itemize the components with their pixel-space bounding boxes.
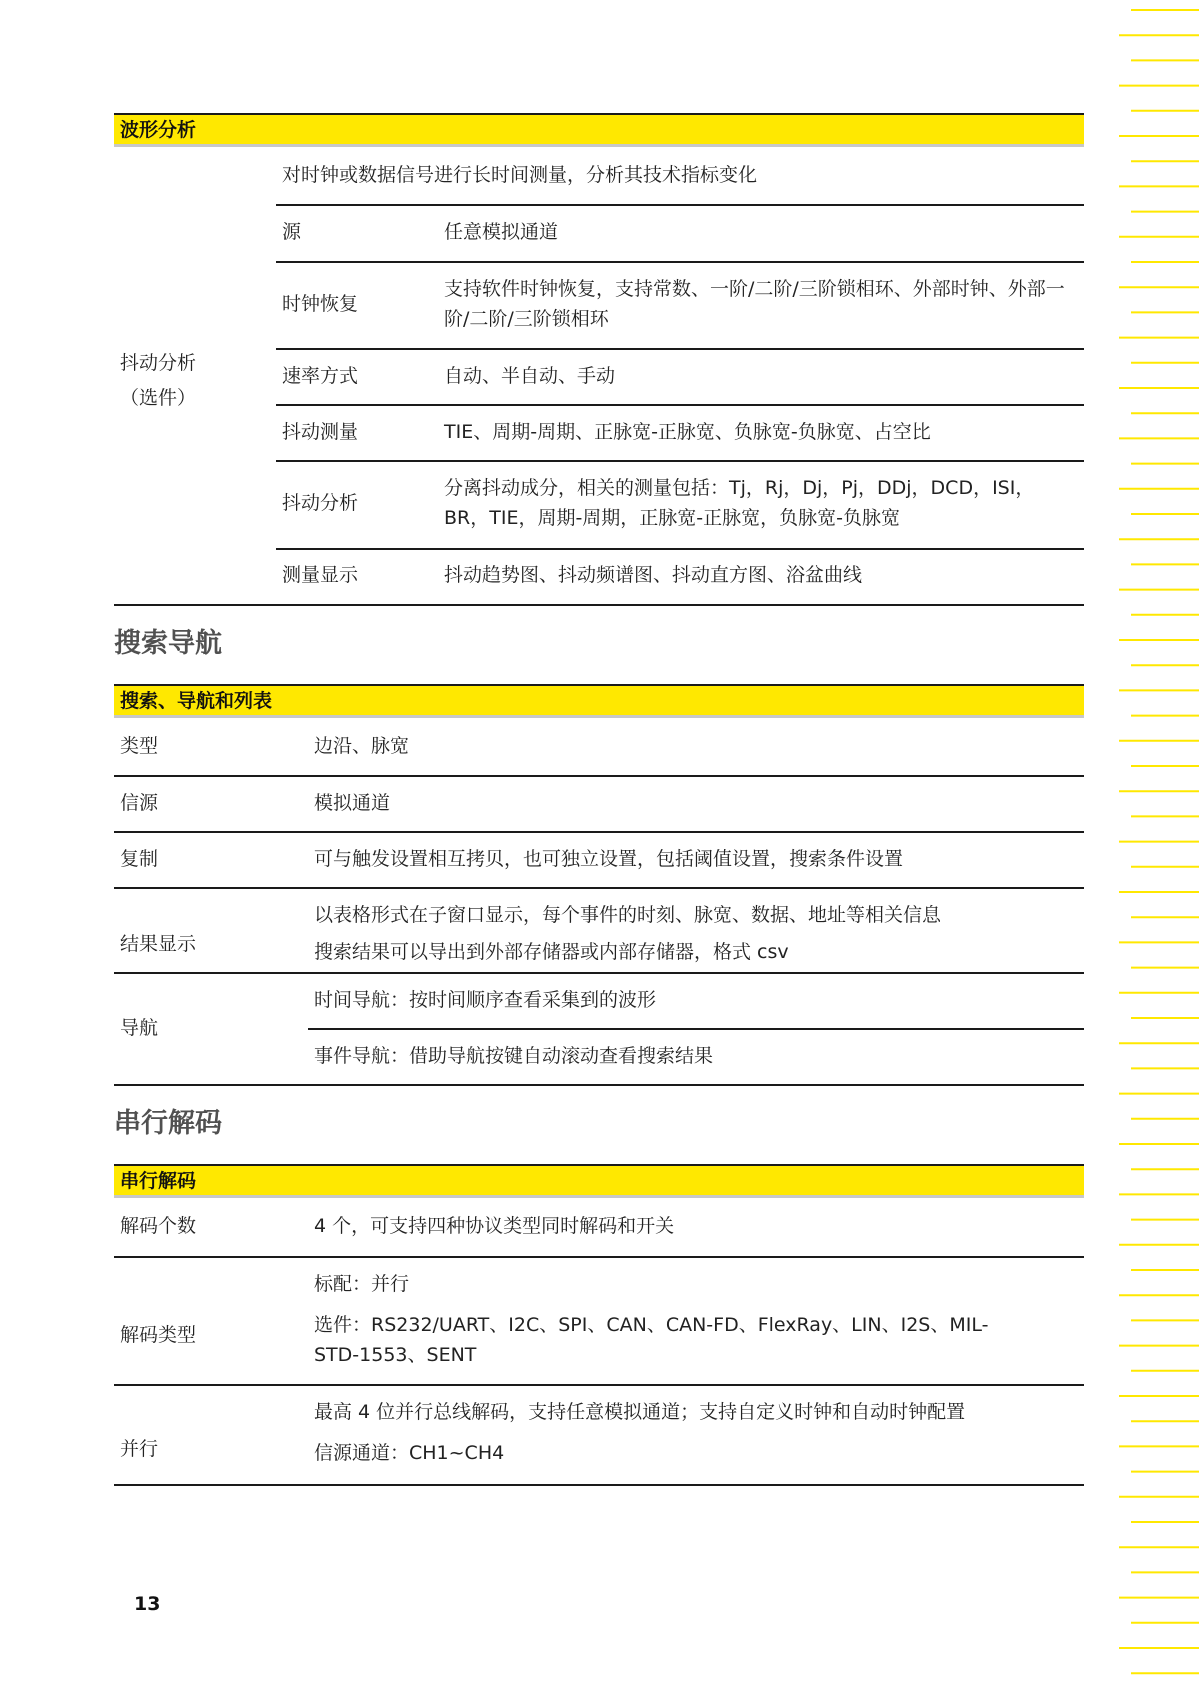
row-value: 分离抖动成分，相关的测量包括：Tj，Rj，Dj，Pj，DDj，DCD，ISI，BR，TIE，周期-周期，正脉宽-正脉宽，负脉宽-负脉宽 <box>444 477 1035 529</box>
waveform-intro-text: 对时钟或数据信号进行长时间测量，分析其技术指标变化 <box>282 164 758 186</box>
decode-section-heading: 串行解码 <box>114 1108 222 1139</box>
side-stripe-decoration <box>1099 0 1199 1696</box>
waveform-band-header: 波形分析 <box>114 113 1084 147</box>
row-label: 复制 <box>120 848 159 870</box>
row-value-line: 搜索结果可以导出到外部存储器或内部存储器，格式 csv <box>314 941 789 963</box>
jitter-group-label: 抖动分析 <box>120 352 197 374</box>
search-navigation-table <box>114 684 1084 1087</box>
row-label: 抖动测量 <box>282 421 359 443</box>
row-value: 可与触发设置相互拷贝，也可独立设置，包括阈值设置，搜索条件设置 <box>314 848 904 870</box>
table-bottom-rule <box>114 604 1084 606</box>
row-divider <box>276 460 1084 462</box>
table-bottom-rule <box>114 1484 1084 1486</box>
row-divider <box>276 348 1084 350</box>
row-value: 边沿、脉宽 <box>314 735 410 757</box>
row-divider <box>276 548 1084 550</box>
row-divider <box>114 1384 1084 1386</box>
row-label: 抖动分析 <box>282 492 359 514</box>
search-band-header: 搜索、导航和列表 <box>114 684 1084 718</box>
page-number: 13 <box>134 1593 161 1615</box>
table-bottom-rule <box>114 1084 1084 1086</box>
row-label: 解码类型 <box>120 1324 197 1346</box>
row-value-line: 时间导航：按时间顺序查看采集到的波形 <box>314 989 657 1011</box>
row-value: 自动、半自动、手动 <box>444 365 616 387</box>
waveform-analysis-table <box>114 113 1084 607</box>
row-value: 支持软件时钟恢复，支持常数、一阶/二阶/三阶锁相环、外部时钟、外部一阶/二阶/三阶锁相环 <box>444 278 1065 330</box>
row-value-line: 最高 4 位并行总线解码，支持任意模拟通道；支持自定义时钟和自动时钟配置 <box>314 1401 966 1423</box>
jitter-group-option-label: （选件） <box>120 387 197 409</box>
row-divider <box>114 831 1084 833</box>
row-label: 速率方式 <box>282 365 359 387</box>
row-value: 模拟通道 <box>314 792 391 814</box>
row-divider <box>114 887 1084 889</box>
row-divider <box>114 775 1084 777</box>
row-label: 结果显示 <box>120 933 197 955</box>
row-label: 类型 <box>120 735 159 757</box>
row-value: TIE、周期-周期、正脉宽-正脉宽、负脉宽-负脉宽、占空比 <box>444 421 931 443</box>
search-section-heading: 搜索导航 <box>114 628 222 659</box>
row-label: 导航 <box>120 1017 159 1039</box>
serial-decode-table <box>114 1164 1084 1489</box>
row-label: 源 <box>282 221 302 243</box>
row-label: 信源 <box>120 792 159 814</box>
decode-band-header: 串行解码 <box>114 1164 1084 1198</box>
row-divider <box>114 972 1084 974</box>
row-divider <box>276 204 1084 206</box>
row-value-line: 标配：并行 <box>314 1273 410 1295</box>
row-subdivider <box>308 1028 1084 1030</box>
row-divider <box>114 1256 1084 1258</box>
row-value: 抖动趋势图、抖动频谱图、抖动直方图、浴盆曲线 <box>444 564 863 586</box>
row-value-line: 事件导航：借助导航按键自动滚动查看搜索结果 <box>314 1045 714 1067</box>
row-value: 4 个，可支持四种协议类型同时解码和开关 <box>314 1215 675 1237</box>
row-value-line: 选件：RS232/UART、I2C、SPI、CAN、CAN-FD、FlexRay、LIN、I2S、MIL-STD-1553、SENT <box>314 1314 989 1366</box>
row-label: 测量显示 <box>282 564 359 586</box>
row-label: 解码个数 <box>120 1215 197 1237</box>
row-divider <box>276 261 1084 263</box>
row-divider <box>276 404 1084 406</box>
row-value-line: 以表格形式在子窗口显示，每个事件的时刻、脉宽、数据、地址等相关信息 <box>314 904 942 926</box>
row-label: 时钟恢复 <box>282 293 359 315</box>
row-value: 任意模拟通道 <box>444 221 559 243</box>
row-label: 并行 <box>120 1438 159 1460</box>
row-value-line: 信源通道：CH1~CH4 <box>314 1442 505 1464</box>
